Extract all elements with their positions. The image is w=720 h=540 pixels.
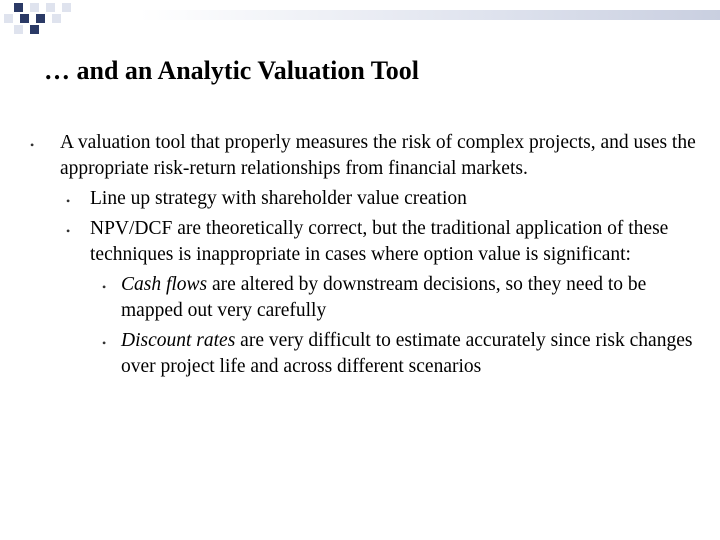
slide-title: … and an Analytic Valuation Tool xyxy=(44,56,419,85)
bullet-icon: • xyxy=(66,194,71,208)
deco-square xyxy=(36,14,45,23)
bullet-item xyxy=(30,186,700,212)
deco-square xyxy=(20,14,29,23)
deco-square xyxy=(46,3,55,12)
bullet-icon: • xyxy=(66,224,71,238)
bullet-icon: • xyxy=(102,336,107,350)
bullet-icon: • xyxy=(102,280,107,294)
bullet-item xyxy=(30,328,700,380)
deco-square xyxy=(14,3,23,12)
bullet-item xyxy=(30,216,700,268)
bullet-emphasis: Cash flows xyxy=(121,274,208,295)
bullet-text xyxy=(121,274,646,321)
deco-square xyxy=(52,14,61,23)
deco-square xyxy=(62,3,71,12)
bullet-text-rest: are very difficult to estimate accurately since risk changes over project life and across different scenarios xyxy=(121,330,693,377)
bullet-text-rest: are altered by downstream decisions, so they need to be mapped out very carefully xyxy=(121,274,647,321)
bullet-icon: • xyxy=(30,138,35,152)
deco-square xyxy=(30,25,39,34)
bullet-item xyxy=(30,272,700,324)
bullet-emphasis: Discount rates xyxy=(121,330,236,351)
bullet-text: Line up strategy with shareholder value creation xyxy=(90,188,467,209)
deco-square xyxy=(4,14,13,23)
header-band xyxy=(140,10,720,20)
bullet-text xyxy=(121,330,692,377)
deco-square xyxy=(14,25,23,34)
header-decoration xyxy=(0,0,720,40)
bullet-item xyxy=(30,130,700,182)
bullet-text: A valuation tool that properly measures the risk of complex projects, and uses the appropriate risk-return relationships from financial markets. xyxy=(60,132,696,179)
deco-square xyxy=(30,3,39,12)
slide-body xyxy=(30,130,700,380)
bullet-text: NPV/DCF are theoretically correct, but the traditional application of these techniques is inappropriate in cases where option value is significant: xyxy=(90,218,669,265)
